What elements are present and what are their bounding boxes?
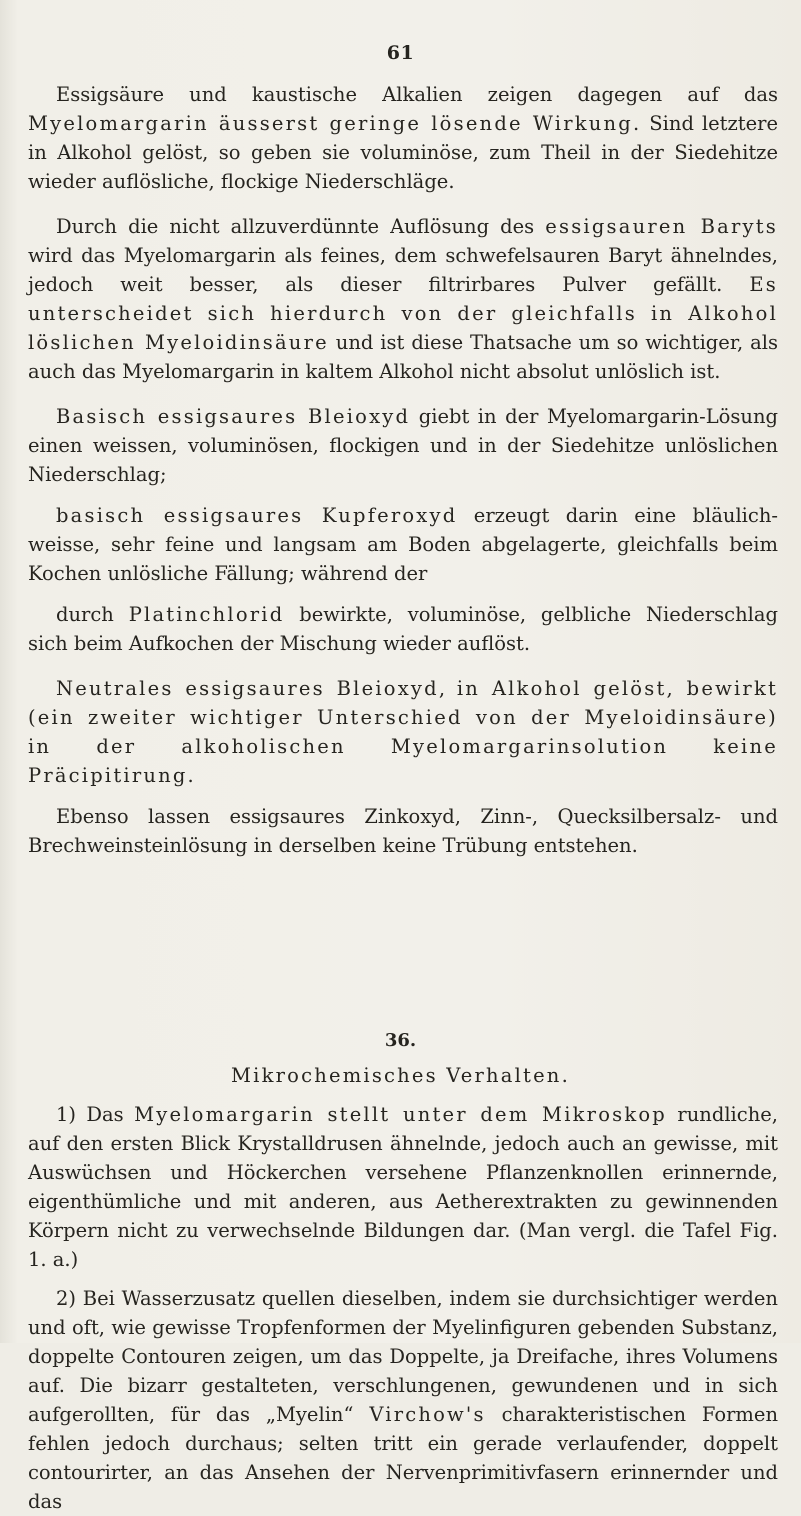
p6-spaced-sentence: in Alkohol gelöst, bewirkt (ein zweiter wichtiger Unterschied von der Myeloidinsäure) in der alkoholischen Myelomargarinsolution keine Präcipitirung.: [28, 677, 779, 787]
p3-text-b: giebt in der Myelomargarin-Lösung einen weissen, voluminösen, flockigen und in der Siedehitze unlöslichen Niederschlag;: [28, 405, 778, 486]
p2-text-a: Durch die nicht allzuverdünnte Auflösung des: [56, 215, 535, 238]
paragraph-8: [28, 1100, 778, 1274]
p4-spaced-term: basisch essigsaures Kupferoxyd: [56, 504, 458, 527]
p1-spaced-term: Myelomargarin äusserst geringe lösende Wirkung.: [28, 112, 642, 135]
p2-spaced-sentence: Es unterscheidet sich hierdurch von der gleichfalls in Alkohol löslichen Myeloidinsäure: [28, 273, 778, 354]
text-section-1: [28, 80, 778, 860]
paragraph-7: [28, 802, 778, 860]
p1-text-a: Essigsäure und kaustische Alkalien zeigen dagegen auf das: [56, 83, 778, 106]
p9-text-c: charakteristischen Formen fehlen jedoch durchaus; selten tritt ein gerade verlaufender, doppelt contourirter, an das Ansehen der Nervenprimitivfasern erinnernder und das: [28, 1403, 779, 1513]
p3-spaced-term: Basisch essigsaures Bleioxyd: [56, 405, 411, 428]
p7-text-a: Ebenso lassen essigsaures Zinkoxyd, Zinn-, Quecksilbersalz- und Brechweinsteinlösung in derselben keine Trübung entstehen.: [28, 805, 778, 857]
p5-spaced-term: Platinchlorid: [128, 603, 285, 626]
p5-text-c: bewirkte, voluminöse, gelbliche Niederschlag sich beim Aufkochen der Mischung wieder auflöst.: [28, 603, 778, 655]
p4-text-b: erzeugt darin eine bläulich-weisse, sehr feine und langsam am Boden abgelagerte, gleichfalls beim Kochen unlösliche Fällung; während der: [28, 504, 778, 585]
paragraph-6: [28, 674, 778, 790]
p8-text-a: 1) Das: [56, 1103, 124, 1126]
paragraph-9: [28, 1284, 778, 1516]
p2-text-e: und ist diese Thatsache um so wichtiger, als auch das Myelomargarin in kaltem Alkohol nicht absolut unlöslich ist.: [28, 331, 779, 383]
section-heading: Mikrochemisches Verhalten.: [231, 1064, 570, 1087]
p5-text-a: durch: [56, 603, 114, 626]
p2-spaced-term-baryt: essigsauren Baryts: [545, 215, 778, 238]
p1-text-c: Sind letztere in Alkohol gelöst, so geben sie voluminöse, zum Theil in der Siedehitze wieder auflösliche, flockige Niederschläge.: [28, 112, 778, 193]
p8-text-c: rundliche, auf den ersten Blick Krystalldrusen ähnelnde, jedoch auch an gewisse, mit Auswüchsen und Höckerchen versehene Pflanzenknollen erinnernde, eigenthümliche und mit anderen, aus Aetherextrakten zu gewinnenden Körpern nicht zu verwechselnde Bildungen dar. (Man vergl. die Tafel Fig. 1. a.): [28, 1103, 779, 1271]
p9-spaced-author: Virchow's: [369, 1403, 486, 1426]
p9-text-a: 2) Bei Wasserzusatz quellen dieselben, indem sie durchsichtiger werden und oft, wie gewisse Tropfenformen der Myelinfiguren gebenden Substanz, doppelte Contouren zeigen, um das Doppelte, ja Dreifache, ihres Volumens auf. Die bizarr gestalteten, verschlungenen, gewundenen und in sich aufgerollten, für das „Myelin“: [28, 1287, 778, 1426]
paragraph-3: [28, 402, 778, 489]
paragraph-1: [28, 80, 778, 196]
paragraph-2: [28, 212, 778, 386]
page-number: 61: [386, 42, 415, 64]
text-section-2: [28, 1100, 778, 1516]
paragraph-5: [28, 600, 778, 658]
p2-text-c: wird das Myelomargarin als feines, dem schwefelsauren Baryt ähnelndes, jedoch weit besser, als dieser filtrirbares Pulver gefällt.: [28, 244, 778, 296]
section-number: 36.: [384, 1030, 417, 1051]
p8-spaced-term: Myelomargarin stellt unter dem Mikroskop: [134, 1103, 667, 1126]
paragraph-4: [28, 501, 778, 588]
p6-spaced-term: Neutrales essigsaures Bleioxyd,: [56, 677, 448, 700]
